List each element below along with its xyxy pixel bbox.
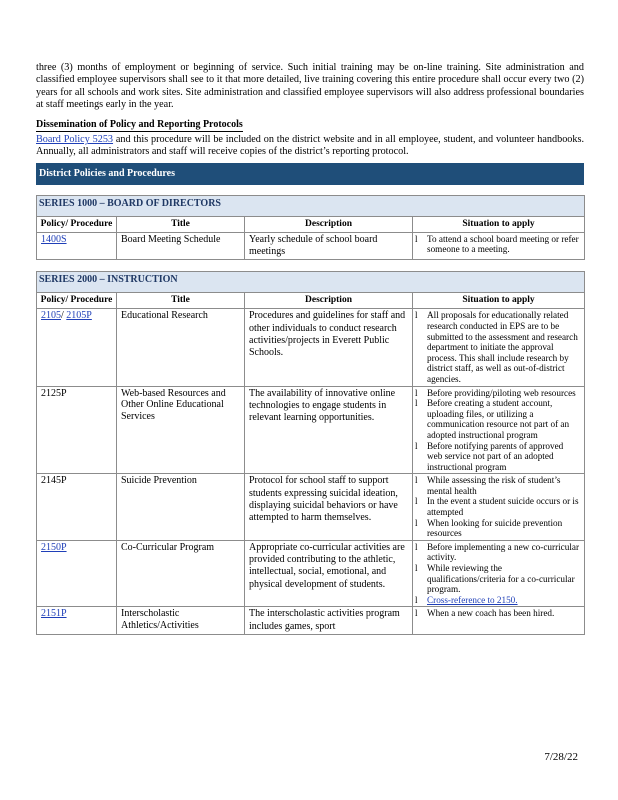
dissemination-text: and this procedure will be included on the district website and in all employee, student, and volunteer handbooks. Annually, all administrators and staff will receive copies of the district’s reporting protocol.: [36, 134, 584, 158]
policy-link[interactable]: 2150P: [41, 541, 67, 553]
description-cell: The interscholastic activities program includes games, sport: [245, 607, 413, 635]
series-table-1000: [36, 195, 585, 261]
procedure-link[interactable]: 2105P: [66, 310, 92, 322]
table-row: [37, 607, 585, 635]
bullet-icon: l: [415, 608, 418, 619]
bullet-icon: l: [415, 233, 418, 244]
policy-link[interactable]: 2151P: [41, 608, 67, 620]
policy-cell: [37, 474, 117, 541]
intro-paragraph: three (3) months of employment or beginning of service. Such initial training may be on-line training. Site administration and classified employee supervisors shall see to it that more detailed, live training covering this entire procedure shall occur every two (2) years for all schools and work sites. Site administration and classified employee supervisors will also address professional boundaries at staff meetings early in the year.: [36, 62, 584, 110]
bullet-icon: l: [415, 310, 418, 321]
series-header: SERIES 2000 – INSTRUCTION: [37, 272, 585, 293]
description-cell: The availability of innovative online technologies to engage students in relevant learning opportunities.: [245, 386, 413, 474]
title-cell: Educational Research: [117, 309, 245, 386]
policy-link[interactable]: 2105: [41, 310, 61, 322]
policy-cell: [37, 540, 117, 607]
col-header-policy: Policy/ Procedure: [37, 216, 117, 232]
table-row: [37, 309, 585, 386]
series-table-2000: [36, 271, 585, 635]
table-row: [37, 232, 585, 260]
description-cell: Appropriate co-curricular activities are provided contributing to the athletic, intellectual, social, emotional, and physical development of students.: [245, 540, 413, 607]
title-cell: Co-Curricular Program: [117, 540, 245, 607]
bullet-icon: l: [415, 594, 418, 605]
bullet-icon: l: [415, 398, 418, 409]
bullet-icon: l: [415, 563, 418, 574]
cross-reference-link[interactable]: Cross-reference to 2150.: [427, 594, 518, 605]
col-header-situation: Situation to apply: [413, 293, 585, 309]
policy-link[interactable]: 1400S: [41, 233, 67, 245]
bullet-icon: l: [415, 440, 418, 451]
situation-cell: l While assessing the risk of student’s mental health l In the event a student suicide occurs or is attempted l When looking for suicide prevention resources: [413, 474, 585, 541]
col-header-title: Title: [117, 293, 245, 309]
description-cell: Yearly schedule of school board meetings: [245, 232, 413, 260]
situation-cell: l Before providing/piloting web resources l Before creating a student account, uploading files, or utilizing a communication resource not part of an adopted instructional program l Before notifying parents of approved web service not part of an adopted instructional program: [413, 386, 585, 474]
policy-code: 2145P: [41, 475, 67, 487]
dissemination-heading-text: Dissemination of Policy and Reporting Protocols: [36, 119, 243, 131]
situation-cell: l To attend a school board meeting or refer someone to a meeting.: [413, 232, 585, 260]
policy-cell: [37, 607, 117, 635]
title-cell: Board Meeting Schedule: [117, 232, 245, 260]
table-row: [37, 540, 585, 607]
col-header-situation: Situation to apply: [413, 216, 585, 232]
title-cell: Suicide Prevention: [117, 474, 245, 541]
situation-cell: l All proposals for educationally related research conducted in EPS are to be submitted to the assessment and research department to initiate the approval process. This shall include research by district staff, as well as out-of-district agencies.: [413, 309, 585, 386]
col-header-description: Description: [245, 216, 413, 232]
col-header-title: Title: [117, 216, 245, 232]
bullet-icon: l: [415, 517, 418, 528]
title-cell: Web-based Resources and Other Online Educational Services: [117, 386, 245, 474]
bullet-icon: l: [415, 387, 418, 398]
col-header-policy: Policy/ Procedure: [37, 293, 117, 309]
dissemination-paragraph: [36, 134, 584, 159]
document-page: [36, 62, 584, 635]
situation-cell: l When a new coach has been hired.: [413, 607, 585, 635]
description-cell: Procedures and guidelines for staff and other individuals to conduct research activities/projects in Everett Public Schools.: [245, 309, 413, 386]
table-row: [37, 386, 585, 474]
policy-cell: 2105/ 2105P: [37, 309, 117, 386]
bullet-icon: l: [415, 496, 418, 507]
series-header: SERIES 1000 – BOARD OF DIRECTORS: [37, 195, 585, 216]
bullet-icon: l: [415, 475, 418, 486]
policy-cell: [37, 232, 117, 260]
situation-cell: l Before implementing a new co-curricular activity. l While reviewing the qualifications/criteria for a co-curricular program. l Cross-reference to 2150.: [413, 540, 585, 607]
description-cell: Protocol for school staff to support students expressing suicidal ideation, displaying suicidal behaviors or have attempted to harm themselves.: [245, 474, 413, 541]
policy-code: 2125P: [41, 387, 67, 399]
title-cell: Interscholastic Athletics/Activities: [117, 607, 245, 635]
table-row: [37, 474, 585, 541]
col-header-description: Description: [245, 293, 413, 309]
board-policy-link[interactable]: Board Policy 5253: [36, 134, 114, 146]
footer-date: 7/28/22: [544, 751, 578, 763]
dissemination-heading: [36, 119, 584, 130]
policies-banner: District Policies and Procedures: [36, 163, 584, 185]
policy-cell: [37, 386, 117, 474]
bullet-icon: l: [415, 541, 418, 552]
